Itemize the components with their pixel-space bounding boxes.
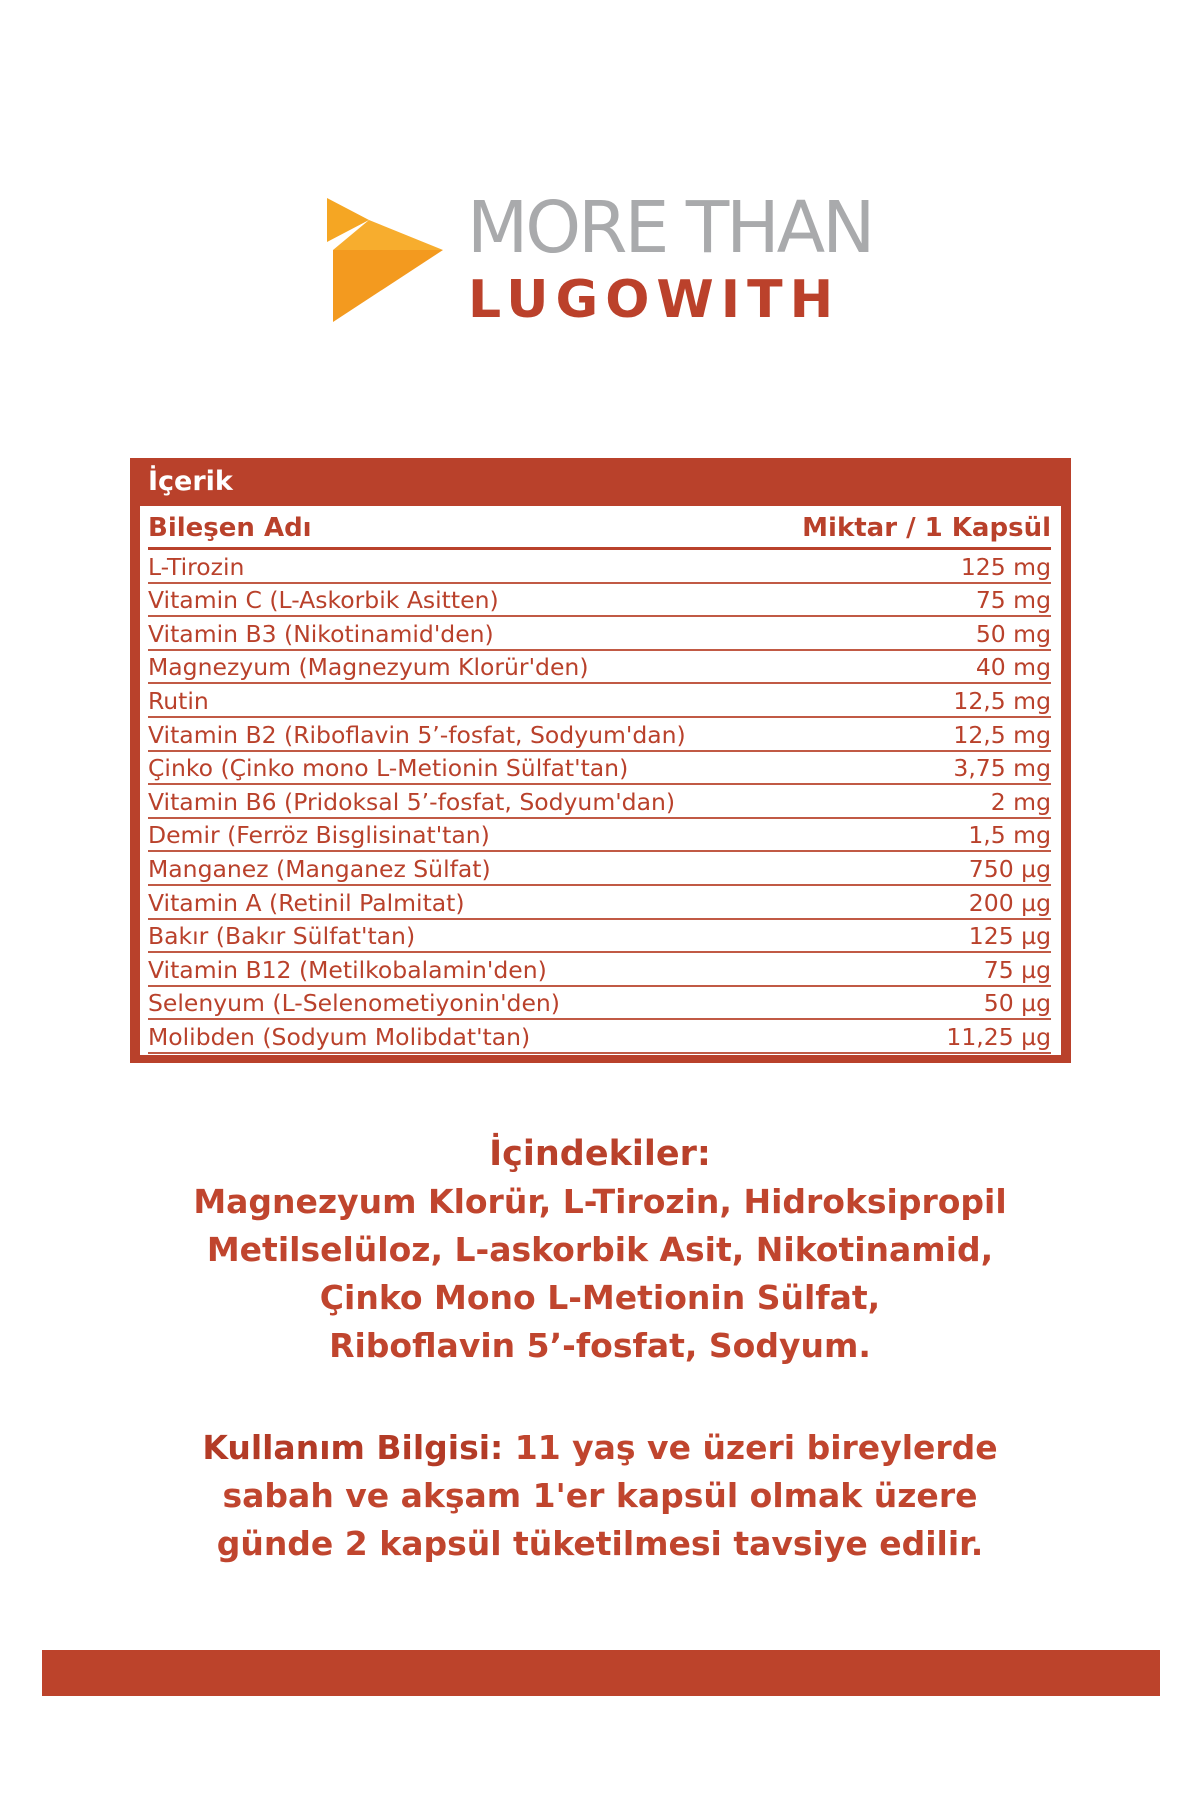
footer-bar xyxy=(42,1650,1160,1696)
component-name: Vitamin B3 (Nikotinamid'den) xyxy=(148,619,494,648)
component-name: Selenyum (L-Selenometiyonin'den) xyxy=(148,989,560,1018)
usage-line-2: sabah ve akşam 1'er kapsül olmak üzere xyxy=(222,1476,978,1515)
component-name: Vitamin B12 (Metilkobalamin'den) xyxy=(148,955,547,984)
component-amount: 2 mg xyxy=(990,787,1051,816)
table-header-row xyxy=(148,508,1051,550)
ingredients-line: Riboflavin 5’-fosfat, Sodyum. xyxy=(329,1326,871,1365)
ingredients-title: İçindekiler: xyxy=(489,1134,711,1174)
component-name: Magnezyum (Magnezyum Klorür'den) xyxy=(148,653,589,682)
usage-section xyxy=(100,1424,1100,1568)
table-row xyxy=(148,550,1051,584)
component-amount: 3,75 mg xyxy=(953,754,1051,783)
table-row xyxy=(148,987,1051,1021)
component-amount: 40 mg xyxy=(975,653,1051,682)
component-name: Vitamin C (L-Askorbik Asitten) xyxy=(148,586,499,615)
component-name: Manganez (Manganez Sülfat) xyxy=(148,854,491,883)
table-row xyxy=(148,920,1051,954)
brand-line-2: LUGOWITH xyxy=(468,270,841,330)
component-name: Vitamin B6 (Pridoksal 5’-fosfat, Sodyum'dan) xyxy=(148,787,676,816)
component-amount: 200 µg xyxy=(968,888,1051,917)
component-amount: 750 µg xyxy=(968,854,1051,883)
table-row xyxy=(148,718,1051,752)
chevron-logo-icon xyxy=(325,198,443,322)
component-amount: 50 mg xyxy=(975,619,1051,648)
component-name: Rutin xyxy=(148,686,209,715)
component-name: Çinko (Çinko mono L-Metionin Sülfat'tan) xyxy=(148,754,629,783)
table-row xyxy=(148,1020,1051,1054)
table-row xyxy=(148,819,1051,853)
ingredients-line: Magnezyum Klorür, L-Tirozin, Hidroksipropil xyxy=(193,1182,1007,1221)
component-name: Vitamin A (Retinil Palmitat) xyxy=(148,888,465,917)
header-amount: Miktar / 1 Kapsül xyxy=(802,512,1051,543)
table-body xyxy=(140,506,1061,1055)
content-table xyxy=(130,458,1071,1063)
table-row xyxy=(148,852,1051,886)
component-amount: 11,25 µg xyxy=(946,1022,1051,1051)
component-name: Vitamin B2 (Riboflavin 5’-fosfat, Sodyum'dan) xyxy=(148,720,686,749)
component-amount: 50 µg xyxy=(983,989,1051,1018)
ingredients-line: Çinko Mono L-Metionin Sülfat, xyxy=(319,1278,881,1317)
table-row xyxy=(148,785,1051,819)
usage-line-1 xyxy=(100,1424,1100,1472)
header-component-name: Bileşen Adı xyxy=(148,512,312,543)
component-amount: 75 µg xyxy=(983,955,1051,984)
component-amount: 125 µg xyxy=(968,922,1051,951)
usage-label: Kullanım Bilgisi: xyxy=(202,1428,504,1467)
table-row xyxy=(148,651,1051,685)
component-amount: 12,5 mg xyxy=(953,686,1051,715)
table-row xyxy=(148,684,1051,718)
component-amount: 12,5 mg xyxy=(953,720,1051,749)
component-amount: 125 mg xyxy=(960,552,1051,581)
component-amount: 75 mg xyxy=(975,586,1051,615)
table-row xyxy=(148,617,1051,651)
usage-text: 11 yaş ve üzeri bireylerde xyxy=(503,1428,998,1467)
component-name: Bakır (Bakır Sülfat'tan) xyxy=(148,922,416,951)
component-amount: 1,5 mg xyxy=(968,821,1051,850)
component-name: Molibden (Sodyum Molibdat'tan) xyxy=(148,1022,531,1051)
ingredients-section xyxy=(100,1130,1100,1370)
table-title: İçerik xyxy=(148,466,233,497)
brand-line-1: MORE THAN xyxy=(467,186,873,269)
table-rows xyxy=(148,550,1051,1054)
ingredients-line: Metilselüloz, L-askorbik Asit, Nikotinamid, xyxy=(206,1230,994,1269)
usage-line-3: günde 2 kapsül tüketilmesi tavsiye edilir. xyxy=(216,1524,984,1563)
component-name: L-Tirozin xyxy=(148,552,245,581)
table-row xyxy=(148,953,1051,987)
table-row xyxy=(148,752,1051,786)
table-row xyxy=(148,886,1051,920)
component-name: Demir (Ferröz Bisglisinat'tan) xyxy=(148,821,490,850)
brand-logo xyxy=(325,186,885,332)
table-row xyxy=(148,584,1051,618)
